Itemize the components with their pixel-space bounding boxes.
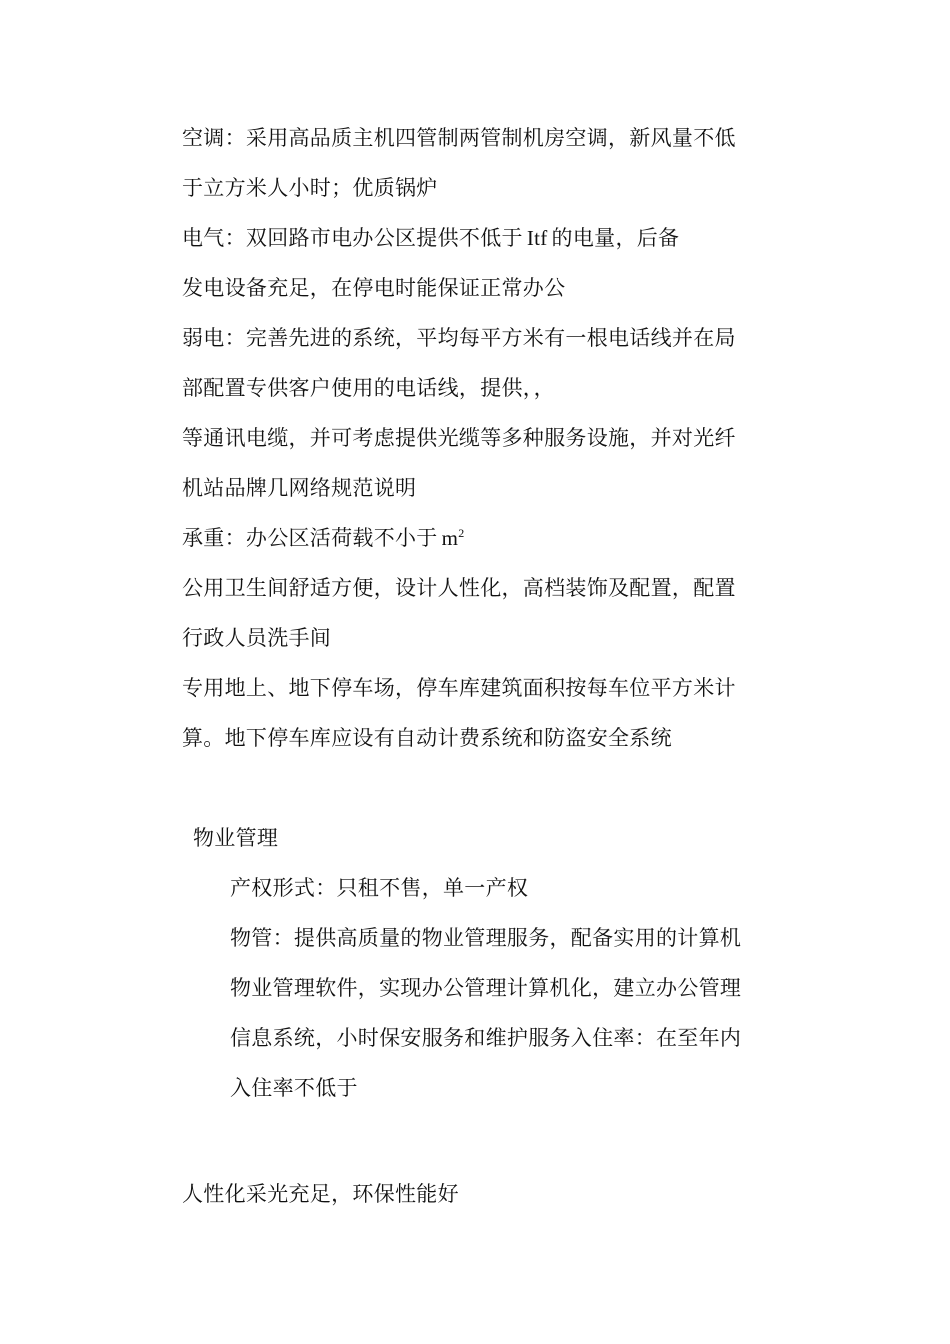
electrical-unit: Itf	[526, 226, 548, 250]
closing-line: 人性化采光充足，环保性能好	[182, 1182, 459, 1206]
management-line-3: 信息系统，小时保安服务和维护服务入住率：在至年内	[230, 1026, 742, 1050]
parking-line-2: 算。地下停车库应设有自动计费系统和防盗安全系统	[182, 726, 672, 750]
management-line-4: 入住率不低于	[230, 1076, 358, 1100]
low-voltage-line-1: 弱电：完善先进的系统，平均每平方米有一根电话线并在局	[182, 326, 736, 350]
management-line-1: 物管：提供高质量的物业管理服务，配备实用的计算机	[230, 926, 742, 950]
air-conditioning-line-2: 于立方米人小时；优质锅炉	[182, 176, 438, 200]
electrical-line-1	[182, 224, 679, 252]
electrical-line-2: 发电设备充足，在停电时能保证正常办公	[182, 276, 566, 300]
management-line-2: 物业管理软件，实现办公管理计算机化，建立办公管理	[230, 976, 742, 1000]
restroom-line-1: 公用卫生间舒适方便，设计人性化，高档装饰及配置，配置	[182, 576, 736, 600]
air-conditioning-line-1: 空调：采用高品质主机四管制两管制机房空调，新风量不低	[182, 126, 736, 150]
load-bearing-unit: m	[441, 526, 459, 550]
electrical-text-a: 电气：双回路市电办公区提供不低于	[182, 226, 523, 250]
low-voltage-line-2: 部配置专供客户使用的电话线，提供，，	[182, 376, 555, 400]
electrical-text-b: 的电量，后备	[551, 226, 680, 250]
restroom-line-2: 行政人员洗手间	[182, 626, 332, 650]
ownership-line: 产权形式：只租不售，单一产权	[230, 876, 529, 900]
load-bearing-line	[182, 524, 465, 552]
low-voltage-line-3: 等通讯电缆，并可考虑提供光缆等多种服务设施，并对光纤	[182, 426, 736, 450]
parking-line-1: 专用地上、地下停车场，停车库建筑面积按每车位平方米计	[182, 676, 736, 700]
low-voltage-line-4: 机站品牌几网络规范说明	[182, 476, 417, 500]
load-bearing-text: 承重：办公区活荷载不小于	[182, 526, 438, 550]
section-heading: 物业管理	[193, 826, 279, 850]
load-bearing-superscript: 2	[458, 526, 465, 540]
